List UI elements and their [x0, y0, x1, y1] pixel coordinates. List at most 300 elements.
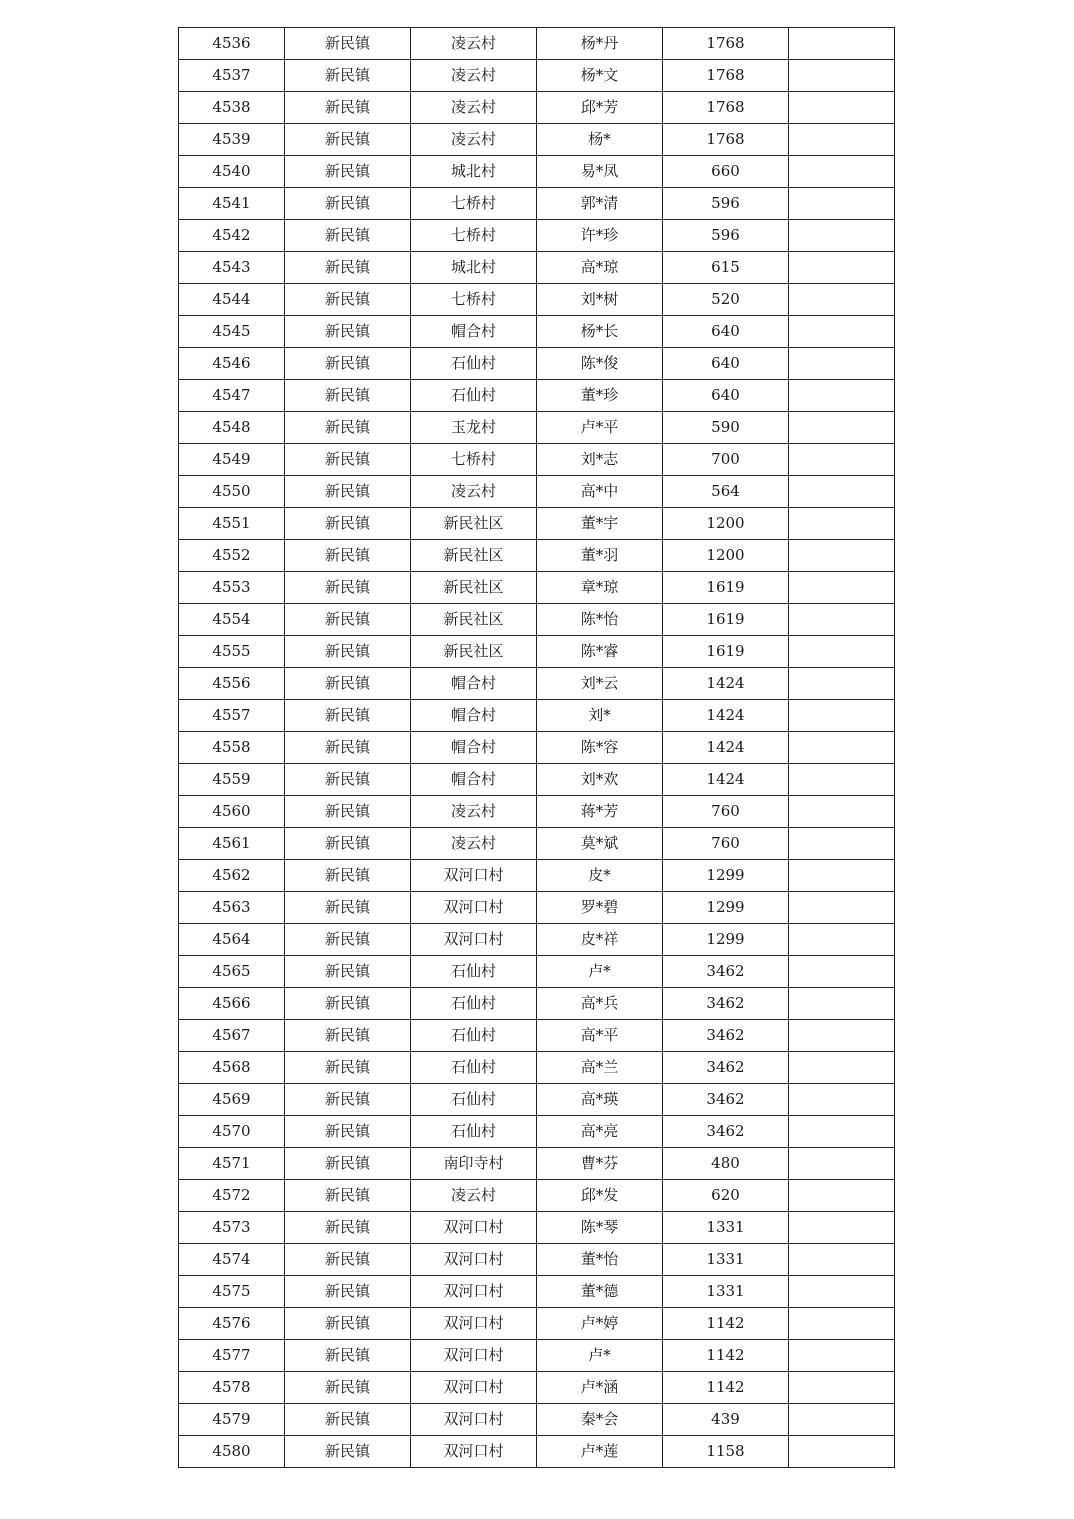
- cell-person-name: 高*瑛: [537, 1084, 663, 1116]
- cell-town: 新民镇: [285, 28, 411, 60]
- cell-amount: 1424: [663, 732, 789, 764]
- cell-town: 新民镇: [285, 380, 411, 412]
- cell-amount: 1768: [663, 92, 789, 124]
- cell-serial-number: 4538: [179, 92, 285, 124]
- cell-village: 新民社区: [411, 540, 537, 572]
- cell-serial-number: 4573: [179, 1212, 285, 1244]
- cell-town: 新民镇: [285, 1084, 411, 1116]
- cell-serial-number: 4563: [179, 892, 285, 924]
- cell-village: 石仙村: [411, 956, 537, 988]
- cell-village: 凌云村: [411, 60, 537, 92]
- table-row: [179, 636, 895, 668]
- cell-person-name: 刘*树: [537, 284, 663, 316]
- cell-note: [789, 1052, 895, 1084]
- cell-serial-number: 4558: [179, 732, 285, 764]
- cell-serial-number: 4575: [179, 1276, 285, 1308]
- cell-town: 新民镇: [285, 892, 411, 924]
- table-row: [179, 1020, 895, 1052]
- cell-note: [789, 732, 895, 764]
- cell-amount: 439: [663, 1404, 789, 1436]
- cell-amount: 1619: [663, 572, 789, 604]
- cell-amount: 3462: [663, 1020, 789, 1052]
- cell-village: 城北村: [411, 252, 537, 284]
- cell-serial-number: 4564: [179, 924, 285, 956]
- cell-town: 新民镇: [285, 156, 411, 188]
- cell-serial-number: 4579: [179, 1404, 285, 1436]
- cell-amount: 640: [663, 380, 789, 412]
- cell-person-name: 高*亮: [537, 1116, 663, 1148]
- cell-village: 石仙村: [411, 1116, 537, 1148]
- table-row: [179, 604, 895, 636]
- cell-person-name: 秦*会: [537, 1404, 663, 1436]
- cell-serial-number: 4536: [179, 28, 285, 60]
- cell-amount: 1142: [663, 1340, 789, 1372]
- cell-village: 新民社区: [411, 572, 537, 604]
- table-row: [179, 188, 895, 220]
- cell-serial-number: 4580: [179, 1436, 285, 1468]
- cell-town: 新民镇: [285, 668, 411, 700]
- cell-town: 新民镇: [285, 1308, 411, 1340]
- cell-serial-number: 4565: [179, 956, 285, 988]
- cell-serial-number: 4543: [179, 252, 285, 284]
- cell-village: 双河口村: [411, 1244, 537, 1276]
- cell-serial-number: 4553: [179, 572, 285, 604]
- cell-village: 七桥村: [411, 188, 537, 220]
- table-row: [179, 284, 895, 316]
- cell-town: 新民镇: [285, 1052, 411, 1084]
- cell-town: 新民镇: [285, 540, 411, 572]
- cell-person-name: 皮*: [537, 860, 663, 892]
- cell-village: 双河口村: [411, 924, 537, 956]
- table-row: [179, 988, 895, 1020]
- cell-note: [789, 60, 895, 92]
- cell-serial-number: 4576: [179, 1308, 285, 1340]
- cell-note: [789, 156, 895, 188]
- cell-village: 七桥村: [411, 284, 537, 316]
- cell-note: [789, 508, 895, 540]
- cell-note: [789, 1372, 895, 1404]
- cell-person-name: 卢*莲: [537, 1436, 663, 1468]
- cell-town: 新民镇: [285, 348, 411, 380]
- cell-serial-number: 4570: [179, 1116, 285, 1148]
- table-row: [179, 1372, 895, 1404]
- cell-person-name: 高*平: [537, 1020, 663, 1052]
- cell-person-name: 杨*长: [537, 316, 663, 348]
- cell-town: 新民镇: [285, 1180, 411, 1212]
- cell-village: 石仙村: [411, 1020, 537, 1052]
- cell-note: [789, 1340, 895, 1372]
- cell-village: 石仙村: [411, 988, 537, 1020]
- table-row: [179, 1148, 895, 1180]
- cell-serial-number: 4556: [179, 668, 285, 700]
- cell-village: 帽合村: [411, 700, 537, 732]
- cell-village: 双河口村: [411, 1276, 537, 1308]
- cell-amount: 700: [663, 444, 789, 476]
- cell-village: 双河口村: [411, 1340, 537, 1372]
- cell-town: 新民镇: [285, 252, 411, 284]
- cell-town: 新民镇: [285, 636, 411, 668]
- table-row: [179, 1212, 895, 1244]
- cell-village: 双河口村: [411, 1308, 537, 1340]
- cell-serial-number: 4578: [179, 1372, 285, 1404]
- cell-amount: 1619: [663, 636, 789, 668]
- table-row: [179, 1052, 895, 1084]
- cell-amount: 480: [663, 1148, 789, 1180]
- cell-amount: 1299: [663, 924, 789, 956]
- cell-note: [789, 1212, 895, 1244]
- cell-village: 双河口村: [411, 1436, 537, 1468]
- cell-note: [789, 348, 895, 380]
- cell-town: 新民镇: [285, 60, 411, 92]
- table-row: [179, 508, 895, 540]
- cell-serial-number: 4542: [179, 220, 285, 252]
- cell-town: 新民镇: [285, 700, 411, 732]
- cell-amount: 596: [663, 220, 789, 252]
- cell-amount: 1768: [663, 60, 789, 92]
- cell-amount: 564: [663, 476, 789, 508]
- cell-note: [789, 316, 895, 348]
- cell-serial-number: 4541: [179, 188, 285, 220]
- cell-village: 城北村: [411, 156, 537, 188]
- cell-amount: 1200: [663, 540, 789, 572]
- cell-amount: 660: [663, 156, 789, 188]
- cell-village: 石仙村: [411, 1052, 537, 1084]
- cell-note: [789, 124, 895, 156]
- cell-serial-number: 4540: [179, 156, 285, 188]
- table-row: [179, 892, 895, 924]
- cell-village: 帽合村: [411, 764, 537, 796]
- cell-amount: 1424: [663, 764, 789, 796]
- cell-serial-number: 4544: [179, 284, 285, 316]
- cell-amount: 3462: [663, 956, 789, 988]
- cell-note: [789, 252, 895, 284]
- table-row: [179, 1116, 895, 1148]
- subsidy-table: [178, 27, 895, 1468]
- cell-note: [789, 380, 895, 412]
- cell-serial-number: 4551: [179, 508, 285, 540]
- cell-town: 新民镇: [285, 1020, 411, 1052]
- cell-serial-number: 4568: [179, 1052, 285, 1084]
- cell-serial-number: 4546: [179, 348, 285, 380]
- cell-person-name: 刘*欢: [537, 764, 663, 796]
- cell-person-name: 皮*祥: [537, 924, 663, 956]
- cell-person-name: 董*羽: [537, 540, 663, 572]
- cell-person-name: 刘*云: [537, 668, 663, 700]
- cell-village: 新民社区: [411, 604, 537, 636]
- cell-village: 石仙村: [411, 348, 537, 380]
- cell-serial-number: 4560: [179, 796, 285, 828]
- cell-amount: 1158: [663, 1436, 789, 1468]
- cell-person-name: 莫*斌: [537, 828, 663, 860]
- cell-serial-number: 4574: [179, 1244, 285, 1276]
- cell-person-name: 卢*平: [537, 412, 663, 444]
- cell-village: 七桥村: [411, 444, 537, 476]
- cell-note: [789, 1020, 895, 1052]
- table-row: [179, 92, 895, 124]
- cell-note: [789, 28, 895, 60]
- table-row: [179, 1244, 895, 1276]
- cell-person-name: 郭*清: [537, 188, 663, 220]
- cell-person-name: 罗*碧: [537, 892, 663, 924]
- cell-person-name: 高*兵: [537, 988, 663, 1020]
- cell-amount: 3462: [663, 1052, 789, 1084]
- cell-town: 新民镇: [285, 1116, 411, 1148]
- cell-note: [789, 1084, 895, 1116]
- cell-village: 双河口村: [411, 1212, 537, 1244]
- cell-person-name: 章*琼: [537, 572, 663, 604]
- cell-town: 新民镇: [285, 1244, 411, 1276]
- table-row: [179, 124, 895, 156]
- table-row: [179, 540, 895, 572]
- cell-amount: 760: [663, 796, 789, 828]
- cell-village: 南印寺村: [411, 1148, 537, 1180]
- cell-serial-number: 4569: [179, 1084, 285, 1116]
- cell-amount: 615: [663, 252, 789, 284]
- cell-amount: 1424: [663, 668, 789, 700]
- cell-person-name: 邱*发: [537, 1180, 663, 1212]
- cell-person-name: 高*兰: [537, 1052, 663, 1084]
- cell-town: 新民镇: [285, 1372, 411, 1404]
- table-row: [179, 732, 895, 764]
- cell-note: [789, 924, 895, 956]
- cell-amount: 1619: [663, 604, 789, 636]
- cell-note: [789, 1116, 895, 1148]
- table-row: [179, 412, 895, 444]
- table-row: [179, 220, 895, 252]
- cell-amount: 1142: [663, 1372, 789, 1404]
- cell-village: 凌云村: [411, 28, 537, 60]
- cell-serial-number: 4567: [179, 1020, 285, 1052]
- cell-person-name: 刘*志: [537, 444, 663, 476]
- table-row: [179, 60, 895, 92]
- cell-note: [789, 764, 895, 796]
- cell-town: 新民镇: [285, 1340, 411, 1372]
- cell-town: 新民镇: [285, 796, 411, 828]
- cell-person-name: 陈*怡: [537, 604, 663, 636]
- cell-note: [789, 604, 895, 636]
- cell-amount: 620: [663, 1180, 789, 1212]
- table-row: [179, 1084, 895, 1116]
- cell-town: 新民镇: [285, 572, 411, 604]
- cell-serial-number: 4572: [179, 1180, 285, 1212]
- table-row: [179, 476, 895, 508]
- cell-town: 新民镇: [285, 284, 411, 316]
- cell-serial-number: 4547: [179, 380, 285, 412]
- cell-note: [789, 796, 895, 828]
- cell-serial-number: 4548: [179, 412, 285, 444]
- cell-amount: 1142: [663, 1308, 789, 1340]
- table-row: [179, 348, 895, 380]
- cell-serial-number: 4557: [179, 700, 285, 732]
- cell-village: 凌云村: [411, 92, 537, 124]
- cell-village: 双河口村: [411, 892, 537, 924]
- cell-person-name: 卢*涵: [537, 1372, 663, 1404]
- table-row: [179, 924, 895, 956]
- cell-village: 凌云村: [411, 796, 537, 828]
- cell-amount: 590: [663, 412, 789, 444]
- cell-village: 双河口村: [411, 1404, 537, 1436]
- cell-amount: 596: [663, 188, 789, 220]
- cell-amount: 1768: [663, 124, 789, 156]
- cell-amount: 1331: [663, 1212, 789, 1244]
- table-row: [179, 860, 895, 892]
- table-row: [179, 156, 895, 188]
- cell-town: 新民镇: [285, 124, 411, 156]
- cell-note: [789, 1244, 895, 1276]
- cell-note: [789, 92, 895, 124]
- cell-serial-number: 4566: [179, 988, 285, 1020]
- cell-town: 新民镇: [285, 1148, 411, 1180]
- cell-person-name: 董*怡: [537, 1244, 663, 1276]
- cell-note: [789, 1276, 895, 1308]
- cell-note: [789, 1180, 895, 1212]
- cell-town: 新民镇: [285, 220, 411, 252]
- table-row: [179, 700, 895, 732]
- cell-town: 新民镇: [285, 1276, 411, 1308]
- table-row: [179, 828, 895, 860]
- cell-person-name: 卢*: [537, 956, 663, 988]
- cell-serial-number: 4550: [179, 476, 285, 508]
- cell-town: 新民镇: [285, 444, 411, 476]
- cell-note: [789, 572, 895, 604]
- cell-person-name: 卢*婷: [537, 1308, 663, 1340]
- cell-serial-number: 4552: [179, 540, 285, 572]
- cell-serial-number: 4549: [179, 444, 285, 476]
- cell-person-name: 陈*容: [537, 732, 663, 764]
- cell-note: [789, 892, 895, 924]
- cell-town: 新民镇: [285, 924, 411, 956]
- table-row: [179, 668, 895, 700]
- cell-village: 石仙村: [411, 380, 537, 412]
- cell-town: 新民镇: [285, 828, 411, 860]
- cell-note: [789, 284, 895, 316]
- cell-serial-number: 4577: [179, 1340, 285, 1372]
- cell-serial-number: 4571: [179, 1148, 285, 1180]
- cell-village: 七桥村: [411, 220, 537, 252]
- cell-amount: 3462: [663, 988, 789, 1020]
- cell-note: [789, 1436, 895, 1468]
- table-row: [179, 1180, 895, 1212]
- cell-amount: 1299: [663, 860, 789, 892]
- cell-amount: 3462: [663, 1116, 789, 1148]
- table-row: [179, 796, 895, 828]
- cell-town: 新民镇: [285, 956, 411, 988]
- cell-person-name: 蒋*芳: [537, 796, 663, 828]
- cell-person-name: 许*珍: [537, 220, 663, 252]
- cell-person-name: 陈*俊: [537, 348, 663, 380]
- cell-amount: 1424: [663, 700, 789, 732]
- cell-person-name: 杨*: [537, 124, 663, 156]
- cell-person-name: 卢*: [537, 1340, 663, 1372]
- cell-person-name: 杨*丹: [537, 28, 663, 60]
- cell-serial-number: 4554: [179, 604, 285, 636]
- cell-person-name: 邱*芳: [537, 92, 663, 124]
- table-row: [179, 956, 895, 988]
- cell-town: 新民镇: [285, 476, 411, 508]
- cell-village: 帽合村: [411, 668, 537, 700]
- cell-note: [789, 444, 895, 476]
- cell-serial-number: 4539: [179, 124, 285, 156]
- table-row: [179, 316, 895, 348]
- cell-amount: 640: [663, 316, 789, 348]
- cell-town: 新民镇: [285, 604, 411, 636]
- cell-person-name: 易*凤: [537, 156, 663, 188]
- cell-village: 凌云村: [411, 828, 537, 860]
- cell-serial-number: 4561: [179, 828, 285, 860]
- cell-note: [789, 828, 895, 860]
- cell-note: [789, 1148, 895, 1180]
- cell-person-name: 董*宇: [537, 508, 663, 540]
- cell-village: 帽合村: [411, 732, 537, 764]
- table-row: [179, 572, 895, 604]
- cell-town: 新民镇: [285, 412, 411, 444]
- cell-person-name: 高*琼: [537, 252, 663, 284]
- table-row: [179, 1340, 895, 1372]
- cell-note: [789, 700, 895, 732]
- cell-note: [789, 1404, 895, 1436]
- cell-person-name: 杨*文: [537, 60, 663, 92]
- cell-town: 新民镇: [285, 1404, 411, 1436]
- cell-town: 新民镇: [285, 316, 411, 348]
- cell-note: [789, 988, 895, 1020]
- cell-person-name: 陈*琴: [537, 1212, 663, 1244]
- table-row: [179, 1436, 895, 1468]
- cell-amount: 1299: [663, 892, 789, 924]
- table-row: [179, 1308, 895, 1340]
- table-row: [179, 764, 895, 796]
- cell-amount: 1331: [663, 1244, 789, 1276]
- cell-village: 凌云村: [411, 1180, 537, 1212]
- cell-village: 新民社区: [411, 636, 537, 668]
- cell-person-name: 高*中: [537, 476, 663, 508]
- cell-town: 新民镇: [285, 764, 411, 796]
- cell-town: 新民镇: [285, 732, 411, 764]
- cell-amount: 1331: [663, 1276, 789, 1308]
- cell-amount: 1768: [663, 28, 789, 60]
- cell-town: 新民镇: [285, 860, 411, 892]
- cell-town: 新民镇: [285, 1212, 411, 1244]
- cell-village: 双河口村: [411, 860, 537, 892]
- cell-person-name: 董*珍: [537, 380, 663, 412]
- cell-amount: 640: [663, 348, 789, 380]
- table-row: [179, 1404, 895, 1436]
- cell-note: [789, 476, 895, 508]
- cell-town: 新民镇: [285, 508, 411, 540]
- cell-note: [789, 188, 895, 220]
- cell-note: [789, 412, 895, 444]
- cell-amount: 520: [663, 284, 789, 316]
- cell-note: [789, 220, 895, 252]
- cell-town: 新民镇: [285, 188, 411, 220]
- cell-note: [789, 860, 895, 892]
- cell-serial-number: 4562: [179, 860, 285, 892]
- cell-note: [789, 636, 895, 668]
- cell-person-name: 陈*睿: [537, 636, 663, 668]
- cell-town: 新民镇: [285, 988, 411, 1020]
- cell-village: 双河口村: [411, 1372, 537, 1404]
- cell-village: 石仙村: [411, 1084, 537, 1116]
- cell-note: [789, 668, 895, 700]
- cell-person-name: 曹*芬: [537, 1148, 663, 1180]
- cell-village: 帽合村: [411, 316, 537, 348]
- table-row: [179, 380, 895, 412]
- table-body: [179, 28, 895, 1468]
- cell-village: 凌云村: [411, 476, 537, 508]
- cell-village: 凌云村: [411, 124, 537, 156]
- table-row: [179, 28, 895, 60]
- table-row: [179, 1276, 895, 1308]
- cell-serial-number: 4537: [179, 60, 285, 92]
